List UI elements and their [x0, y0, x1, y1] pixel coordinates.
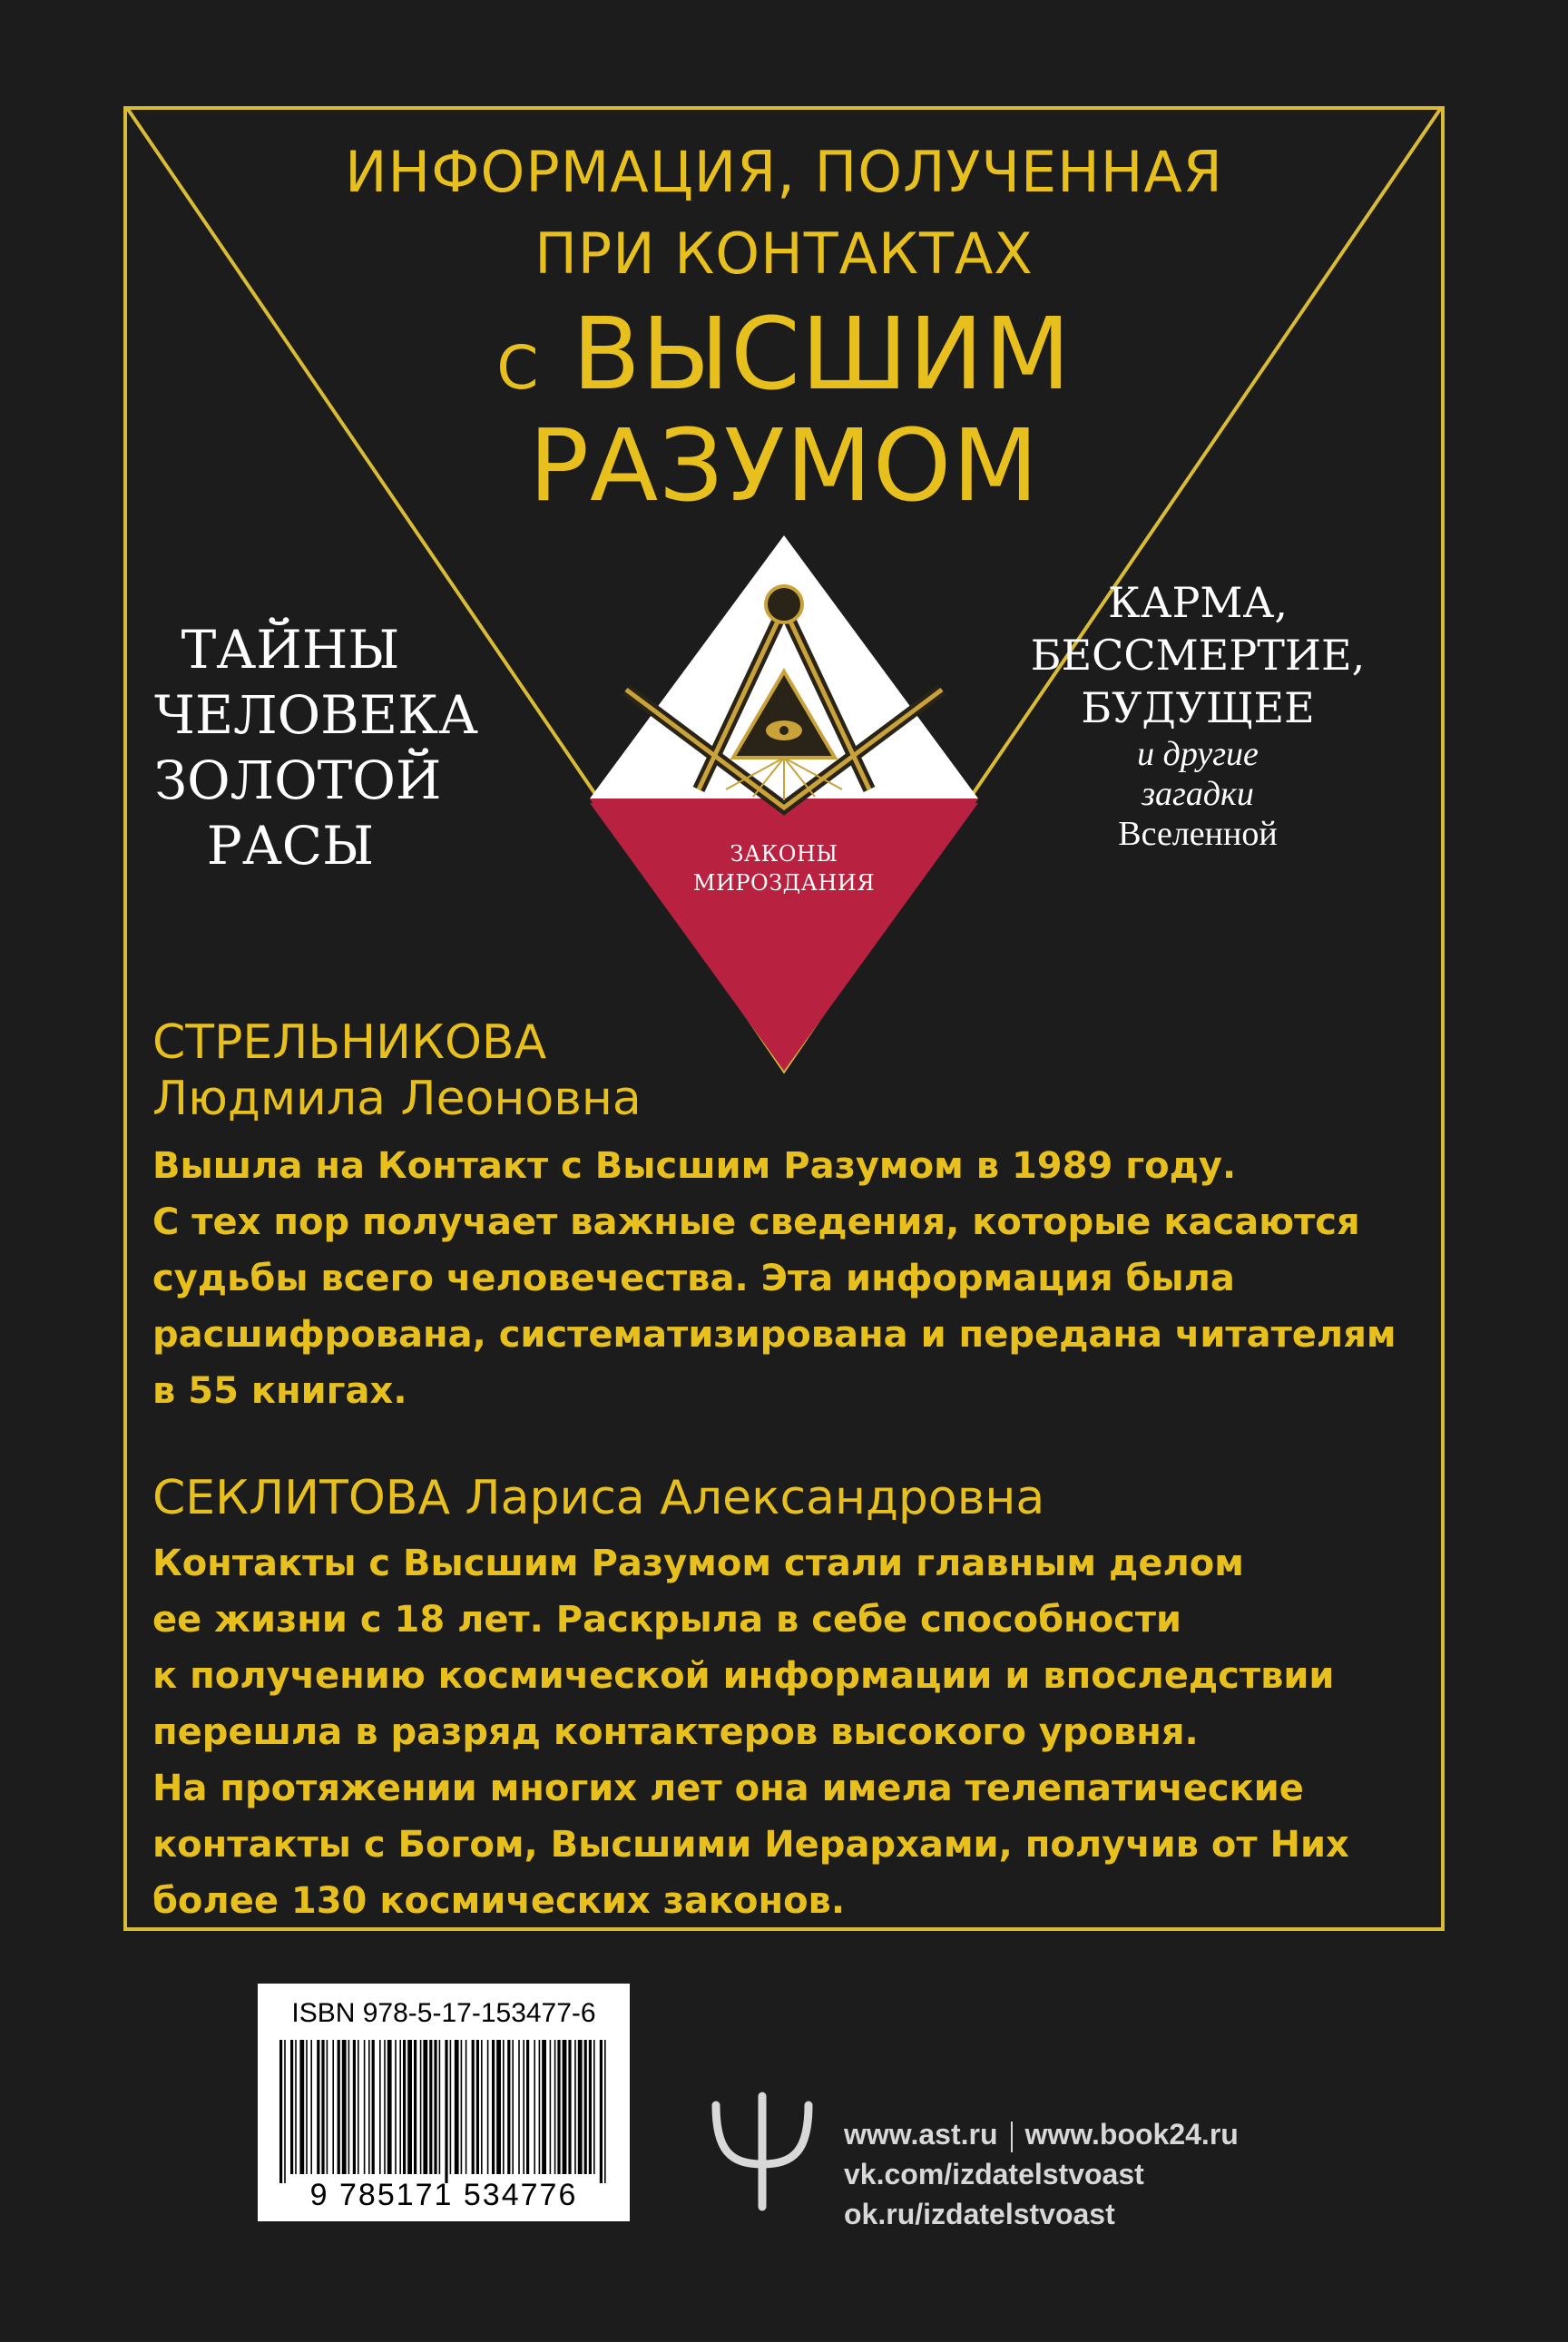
right-tagline — [1016, 576, 1379, 854]
author1-given-name: Людмила Леоновна — [152, 1072, 642, 1126]
bio-line: Контакты с Высшим Разумом стали главным делом — [152, 1543, 1244, 1584]
left-tagline-line: ЧЕЛОВЕКА — [154, 684, 478, 746]
ok-link[interactable]: ok.ru/izdatelstvoast — [844, 2198, 1115, 2230]
barcode-bar — [512, 2040, 514, 2174]
barcode-bar — [395, 2040, 397, 2174]
barcode-bar — [358, 2040, 359, 2174]
barcode-bar — [584, 2040, 587, 2174]
barcode-bar — [407, 2040, 412, 2174]
right-tagline-line: КАРМА, — [1108, 578, 1288, 627]
left-tagline-line: РАСЫ — [206, 815, 375, 877]
barcode-bar — [364, 2040, 366, 2174]
barcode-bar — [600, 2040, 603, 2183]
bio-line: к получению космической информации и впоследствии — [152, 1655, 1335, 1697]
bio-line: ее жизни с 18 лет. Раскрыла в себе способности — [152, 1599, 1182, 1641]
barcode-bar — [481, 2040, 483, 2174]
barcode-bar — [574, 2040, 576, 2174]
barcode-bar — [290, 2040, 293, 2174]
barcode-bar — [327, 2040, 328, 2174]
barcode-bar — [434, 2040, 436, 2174]
bio-line: в 55 книгах. — [152, 1370, 407, 1412]
heading-line-1: ИНФОРМАЦИЯ, ПОЛУЧЕННАЯ — [345, 139, 1223, 205]
left-tagline — [154, 617, 478, 878]
barcode-bar — [578, 2040, 583, 2174]
barcode-bar — [439, 2040, 441, 2174]
barcode-bar — [557, 2040, 560, 2174]
barcode-bar — [317, 2040, 319, 2174]
barcode-bar — [387, 2040, 392, 2174]
heading-line-2: ПРИ КОНТАКТАХ — [534, 220, 1034, 287]
publisher-links — [844, 2114, 1239, 2234]
emblem-label-line: ЗАКОНЫ — [730, 841, 838, 867]
author1-surname: СТРЕЛЬНИКОВА — [152, 1015, 547, 1070]
barcode-bar — [403, 2040, 406, 2174]
right-tagline-line: БУДУЩЕЕ — [1081, 683, 1315, 732]
emblem-label — [635, 839, 933, 897]
isbn-label: ISBN 978-5-17-153477-6 — [291, 1998, 596, 2028]
barcode-bar — [423, 2040, 427, 2174]
barcode — [276, 2040, 612, 2183]
barcode-bar — [384, 2040, 386, 2174]
bio-line: контакты с Богом, Высшими Иерархами, получив от Них — [152, 1824, 1349, 1866]
barcode-bar — [604, 2040, 606, 2183]
barcode-bar — [518, 2040, 520, 2174]
bio-line: более 130 космических законов. — [152, 1880, 846, 1922]
heading-main-word: ВЫСШИМ — [572, 296, 1072, 412]
barcode-bar — [420, 2040, 422, 2174]
barcode-bar — [476, 2040, 479, 2174]
author2-bio — [152, 1535, 1423, 1929]
barcode-bar — [372, 2040, 375, 2174]
masonic-emblem — [590, 535, 978, 1080]
barcode-bar — [554, 2040, 556, 2174]
barcode-bar — [295, 2040, 297, 2174]
isbn-digits: 9 785171 534776 — [309, 2178, 578, 2212]
barcode-bar — [348, 2040, 350, 2174]
barcode-bar — [589, 2040, 592, 2174]
author2-name: СЕКЛИТОВА Лариса Александровна — [152, 1471, 1045, 1525]
link-divider — [1011, 2122, 1013, 2152]
barcode-bar — [342, 2040, 347, 2174]
barcode-bar — [450, 2040, 452, 2174]
barcode-bar — [279, 2040, 282, 2183]
right-tagline-plain: Вселенной — [1118, 815, 1278, 853]
barcode-bar — [523, 2040, 524, 2174]
left-tagline-line: ЗОЛОТОЙ — [154, 750, 442, 811]
barcode-bar — [503, 2040, 505, 2174]
barcode-bar — [399, 2040, 401, 2174]
barcode-bar — [539, 2040, 541, 2174]
barcode-bar — [487, 2040, 489, 2174]
barcode-bar — [338, 2040, 340, 2174]
author1-bio — [152, 1138, 1423, 1419]
barcode-bar — [550, 2040, 552, 2174]
right-tagline-italic: и другие — [1137, 735, 1259, 773]
barcode-bar — [466, 2040, 467, 2174]
barcode-bar — [455, 2040, 459, 2174]
bio-line: перешла в разряд контактеров высокого уровня. — [152, 1711, 1199, 1753]
bio-line: С тех пор получает важные сведения, которые касаются — [152, 1201, 1360, 1243]
barcode-bar — [507, 2040, 510, 2174]
barcode-bar — [461, 2040, 463, 2174]
bio-line: судьбы всего человечества. Эта информация была — [152, 1258, 1235, 1299]
bio-line: На протяжении многих лет она имела телепатические — [152, 1768, 1304, 1809]
barcode-bar — [332, 2040, 334, 2174]
left-tagline-line: ТАЙНЫ — [181, 619, 400, 681]
barcode-bar — [496, 2040, 501, 2174]
barcode-bar — [563, 2040, 567, 2174]
emblem-label-line: МИРОЗДАНИЯ — [692, 870, 876, 896]
barcode-bar — [379, 2040, 381, 2174]
heading-line-4: РАЗУМОМ — [528, 407, 1040, 524]
barcode-bar — [492, 2040, 495, 2174]
barcode-bar — [306, 2040, 308, 2174]
barcode-bar — [593, 2040, 595, 2174]
site-link-book24[interactable]: www.book24.ru — [1024, 2118, 1239, 2151]
barcode-bar — [353, 2040, 356, 2174]
barcode-bar — [526, 2040, 529, 2174]
site-link-ast[interactable]: www.ast.ru — [844, 2118, 998, 2151]
barcode-bar — [414, 2040, 416, 2174]
barcode-bar — [429, 2040, 432, 2174]
barcode-bar — [445, 2040, 447, 2183]
barcode-bar — [368, 2040, 370, 2174]
isbn-barcode-box — [258, 1984, 630, 2221]
barcode-bar — [568, 2040, 571, 2174]
heading-prefix: С — [496, 333, 540, 403]
bio-line: расшифрована, систематизирована и передана читателям — [152, 1314, 1396, 1356]
barcode-bar — [284, 2040, 286, 2183]
bio-line: Вышла на Контакт с Высшим Разумом в 1989 году. — [152, 1145, 1237, 1187]
psi-icon — [703, 2087, 821, 2214]
right-tagline-italic: загадки — [1142, 775, 1254, 813]
barcode-bar — [534, 2040, 535, 2174]
barcode-bar — [310, 2040, 312, 2174]
barcode-bar — [542, 2040, 546, 2174]
barcode-bar — [299, 2040, 304, 2174]
barcode-bar — [321, 2040, 324, 2174]
barcode-bar — [472, 2040, 475, 2174]
vk-link[interactable]: vk.com/izdatelstvoast — [844, 2158, 1144, 2190]
right-tagline-line: БЕССМЕРТИЕ, — [1030, 631, 1366, 680]
